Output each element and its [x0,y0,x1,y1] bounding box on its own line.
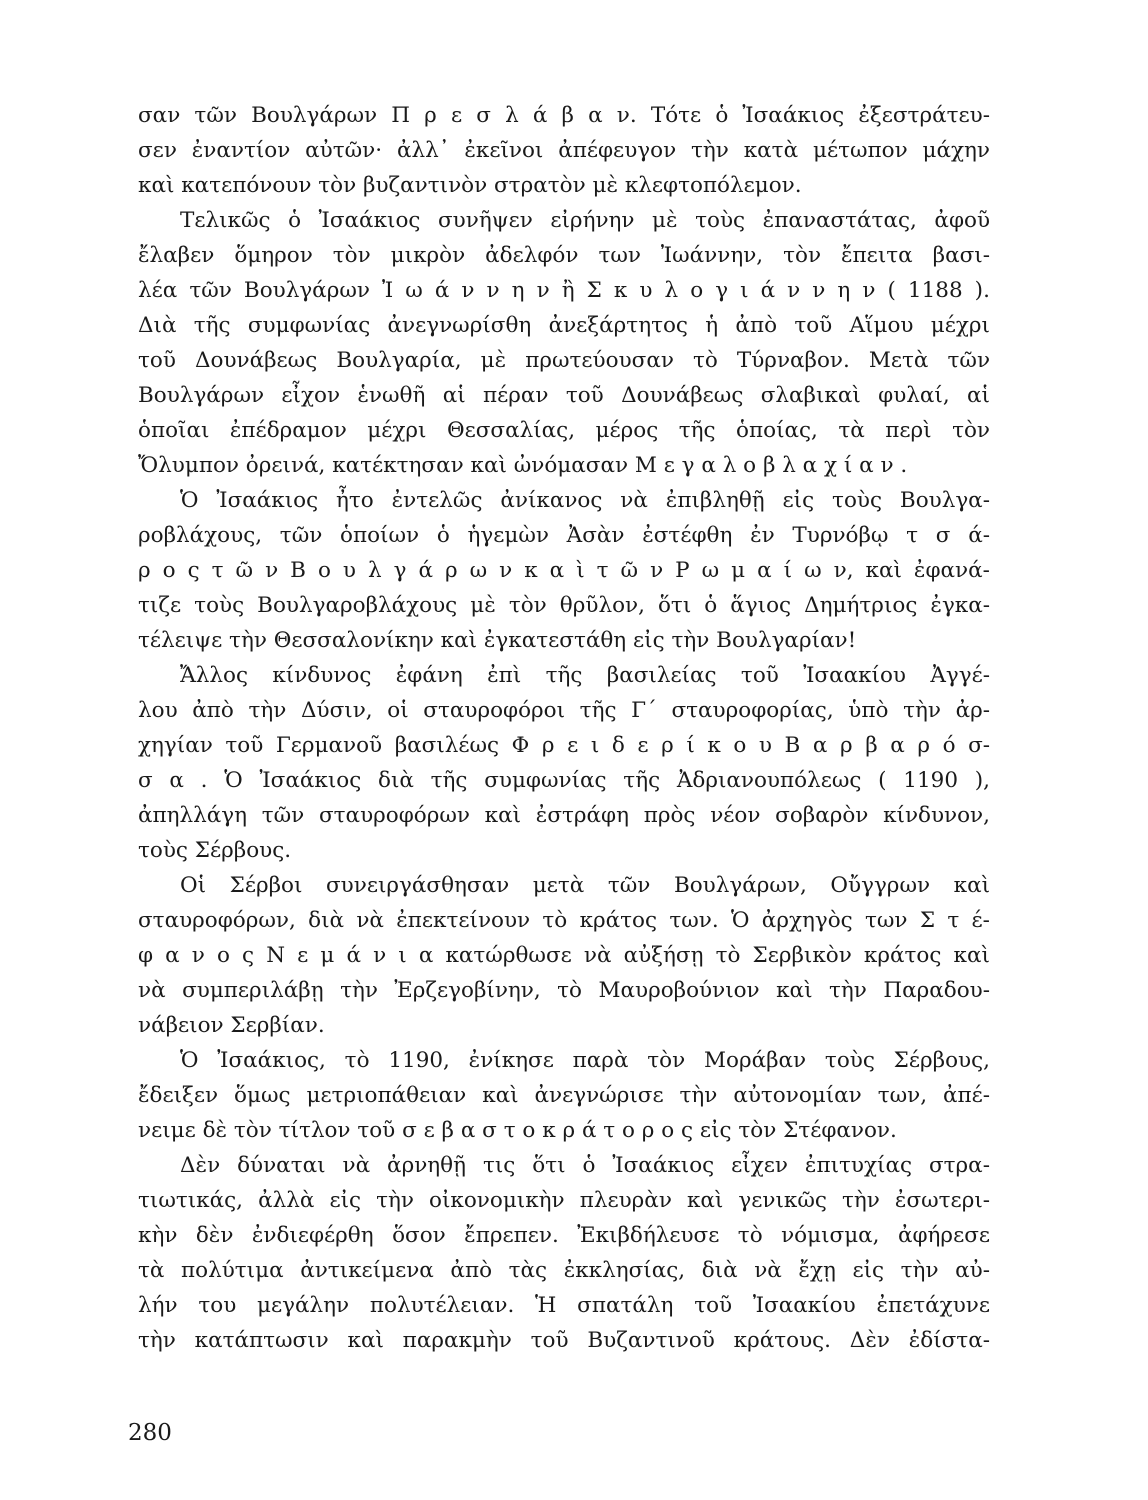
text-line: Ὁ Ἰσαάκιος, τὸ 1190, ἐνίκησε παρὰ τὸν Μοράβαν τοὺς Σέρβους, [180,1048,990,1073]
text-line: νὰ συμπεριλάβῃ τὴν Ἐρζεγοβίνην, τὸ Μαυροβούνιον καὶ τὴν Παραδου- [138,978,990,1003]
text-line: τὴν κατάπτωσιν καὶ παρακμὴν τοῦ Βυζαντινοῦ κράτους. Δὲν ἐδίστα- [138,1328,990,1353]
text-line: τιωτικάς, ἀλλὰ εἰς τὴν οἰκονομικὴν πλευρὰν καὶ γενικῶς τὴν ἐσωτερι- [138,1188,990,1213]
text-line: σαν τῶν Βουλγάρων Π ρ ε σ λ ά β α ν. Τότε ὁ Ἰσαάκιος ἐξεστράτευ- [138,103,990,128]
text-line: νειμε δὲ τὸν τίτλον τοῦ σ ε β α σ τ ο κ ρ ά τ ο ρ ο ς εἰς τὸν Στέφανον. [138,1118,897,1143]
text-line: ρ ο ς τ ῶ ν Β ο υ λ γ ά ρ ω ν κ α ὶ τ ῶ ν Ρ ω μ α ί ω ν, καὶ ἐφανά- [138,558,990,583]
text-line: τοῦ Δουνάβεως Βουλγαρία, μὲ πρωτεύουσαν τὸ Τύρναβον. Μετὰ τῶν [138,348,990,373]
page-number: 280 [128,1420,172,1446]
text-line: ροβλάχους, τῶν ὁποίων ὁ ἡγεμὼν Ἀσὰν ἐστέφθη ἐν Τυρνόβῳ τ σ ά- [138,523,990,548]
text-line: τοὺς Σέρβους. [138,838,292,863]
text-line: ἔδειξεν ὅμως μετριοπάθειαν καὶ ἀνεγνώρισε τὴν αὐτονομίαν των, ἀπέ- [138,1083,990,1108]
text-line: λέα τῶν Βουλγάρων Ἰ ω ά ν ν η ν ἢ Σ κ υ λ ο γ ι ά ν ν η ν ( 1188 ). [138,278,990,303]
text-line: Ὁ Ἰσαάκιος ἦτο ἐντελῶς ἀνίκανος νὰ ἐπιβληθῇ εἰς τοὺς Βουλγα- [180,488,990,513]
text-line: Δὲν δύναται νὰ ἀρνηθῇ τις ὅτι ὁ Ἰσαάκιος εἶχεν ἐπιτυχίας στρα- [180,1153,990,1178]
text-line: ὁποῖαι ἐπέδραμον μέχρι Θεσσαλίας, μέρος τῆς ὁποίας, τὰ περὶ τὸν [138,418,990,443]
text-line: λου ἀπὸ τὴν Δύσιν, οἱ σταυροφόροι τῆς Γ΄ σταυροφορίας, ὑπὸ τὴν ἀρ- [138,698,990,723]
text-line: Βουλγάρων εἶχον ἑνωθῆ αἱ πέραν τοῦ Δουνάβεως σλαβικαὶ φυλαί, αἱ [138,383,990,408]
body-text [138,98,990,1358]
text-line: Ἄλλος κίνδυνος ἐφάνη ἐπὶ τῆς βασιλείας τοῦ Ἰσαακίου Ἀγγέ- [180,663,990,688]
text-line: νάβειον Σερβίαν. [138,1013,325,1038]
text-line: χηγίαν τοῦ Γερμανοῦ βασιλέως Φ ρ ε ι δ ε ρ ί κ ο υ Β α ρ β α ρ ό σ- [138,733,990,758]
text-line: Διὰ τῆς συμφωνίας ἀνεγνωρίσθη ἀνεξάρτητος ἡ ἀπὸ τοῦ Αἵμου μέχρι [138,313,990,338]
text-line: τέλειψε τὴν Θεσσαλονίκην καὶ ἐγκατεστάθη εἰς τὴν Βουλγαρίαν! [138,628,857,653]
text-line: τιζε τοὺς Βουλγαροβλάχους μὲ τὸν θρῦλον, ὅτι ὁ ἅγιος Δημήτριος ἐγκα- [138,593,990,618]
text-line: τὰ πολύτιμα ἀντικείμενα ἀπὸ τὰς ἐκκλησίας, διὰ νὰ ἔχῃ εἰς τὴν αὐ- [138,1258,990,1283]
text-line: Ὄλυμπον ὀρεινά, κατέκτησαν καὶ ὠνόμασαν Μ ε γ α λ ο β λ α χ ί α ν . [138,453,908,478]
text-line: καὶ κατεπόνουν τὸν βυζαντινὸν στρατὸν μὲ κλεφτοπόλεμον. [138,173,802,198]
text-line: κὴν δὲν ἐνδιεφέρθη ὅσον ἔπρεπεν. Ἐκιβδήλευσε τὸ νόμισμα, ἀφήρεσε [138,1223,990,1248]
text-line: φ α ν ο ς Ν ε μ ά ν ι α κατώρθωσε νὰ αὐξήσῃ τὸ Σερβικὸν κράτος καὶ [138,943,990,968]
text-line: σταυροφόρων, διὰ νὰ ἐπεκτείνουν τὸ κράτος των. Ὁ ἀρχηγὸς των Σ τ έ- [138,908,990,933]
text-line: Τελικῶς ὁ Ἰσαάκιος συνῆψεν εἰρήνην μὲ τοὺς ἐπαναστάτας, ἀφοῦ [180,208,990,233]
text-line: σεν ἐναντίον αὐτῶν· ἀλλ᾽ ἐκεῖνοι ἀπέφευγον τὴν κατὰ μέτωπον μάχην [138,138,990,163]
text-line: σ α . Ὁ Ἰσαάκιος διὰ τῆς συμφωνίας τῆς Ἀδριανουπόλεως ( 1190 ), [138,768,990,793]
text-line: Οἱ Σέρβοι συνειργάσθησαν μετὰ τῶν Βουλγάρων, Οὔγγρων καὶ [180,873,990,898]
text-line: λήν του μεγάλην πολυτέλειαν. Ἡ σπατάλη τοῦ Ἰσαακίου ἐπετάχυνε [138,1293,990,1318]
text-line: ἔλαβεν ὅμηρον τὸν μικρὸν ἀδελφόν των Ἰωάννην, τὸν ἔπειτα βασι- [138,243,990,268]
text-line: ἀπηλλάγη τῶν σταυροφόρων καὶ ἐστράφη πρὸς νέον σοβαρὸν κίνδυνον, [138,803,990,828]
